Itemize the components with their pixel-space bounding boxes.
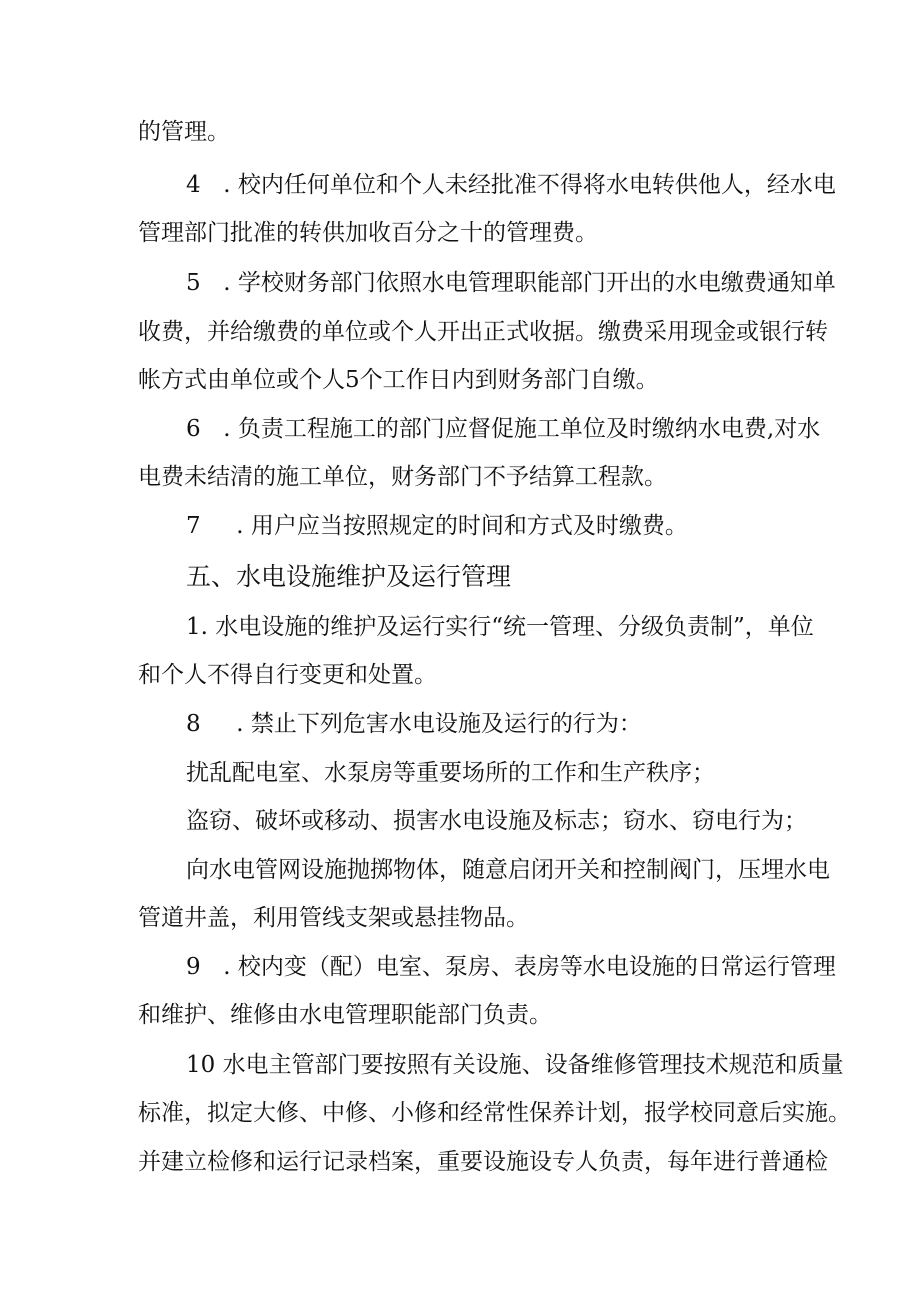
paragraph-line: 帐方式由单位或个人5个工作日内到财务部门自缴。 — [138, 367, 659, 393]
item-4-line — [186, 170, 836, 200]
paragraph-line: 管理部门批准的转供加收百分之十的管理费。 — [138, 220, 598, 246]
item-number: 6 — [186, 416, 201, 442]
item-number: 5 — [186, 270, 201, 296]
list-line: 向水电管网设施抛掷物体，随意启闭开关和控制阀门，压埋水电 — [186, 857, 830, 883]
paragraph-line: 管道井盖，利用管线支架或悬挂物品。 — [138, 905, 529, 931]
item-8-line — [186, 709, 642, 739]
paragraph-line: 并建立检修和运行记录档案，重要设施设专人负责，每年进行普通检 — [138, 1149, 828, 1175]
list-line: 扰乱配电室、水泵房等重要场所的工作和生产秩序； — [186, 760, 715, 786]
item-7-line — [186, 511, 688, 541]
list-line: 盗窃、破坏或移动、损害水电设施及标志；窃水、窃电行为； — [186, 808, 807, 834]
item-9-line — [186, 952, 836, 982]
paragraph-line: 和维护、维修由水电管理职能部门负责。 — [138, 1002, 552, 1028]
item-number: 4 — [186, 172, 201, 198]
paragraph-line: 收费，并给缴费的单位或个人开出正式收据。缴费采用现金或银行转 — [138, 319, 828, 345]
item-number: 7 — [186, 513, 201, 539]
paragraph-line: 电费未结清的施工单位，财务部门不予结算工程款。 — [138, 464, 667, 490]
section-heading: 五、水电设施维护及运行管理 — [186, 562, 512, 591]
item-text: . 校内变（配）电室、泵房、表房等水电设施的日常运行管理 — [216, 954, 836, 980]
item-number: 9 — [186, 954, 201, 980]
item-text: . 校内任何单位和个人未经批准不得将水电转供他人，经水电 — [216, 172, 836, 198]
item-1-line: 1. 水电设施的维护及运行实行“统一管理、分级负责制”，单位 — [186, 614, 814, 640]
item-10-line: 10 水电主管部门要按照有关设施、设备维修管理技术规范和质量 — [186, 1052, 844, 1078]
item-6-line — [186, 414, 820, 444]
item-number: 8 — [186, 711, 201, 737]
item-5-line — [186, 268, 836, 298]
paragraph-line: 和个人不得自行变更和处置。 — [138, 662, 437, 688]
item-text: . 用户应当按照规定的时间和方式及时缴费。 — [229, 513, 688, 539]
item-text: . 学校财务部门依照水电管理职能部门开出的水电缴费通知单 — [216, 270, 836, 296]
paragraph-line: 的管理。 — [138, 119, 230, 145]
item-text: . 禁止下列危害水电设施及运行的行为： — [229, 711, 642, 737]
paragraph-line: 标准，拟定大修、中修、小修和经常性保养计划，报学校同意后实施。 — [138, 1100, 851, 1126]
item-text: . 负责工程施工的部门应督促施工单位及时缴纳水电费,对水 — [216, 416, 821, 442]
